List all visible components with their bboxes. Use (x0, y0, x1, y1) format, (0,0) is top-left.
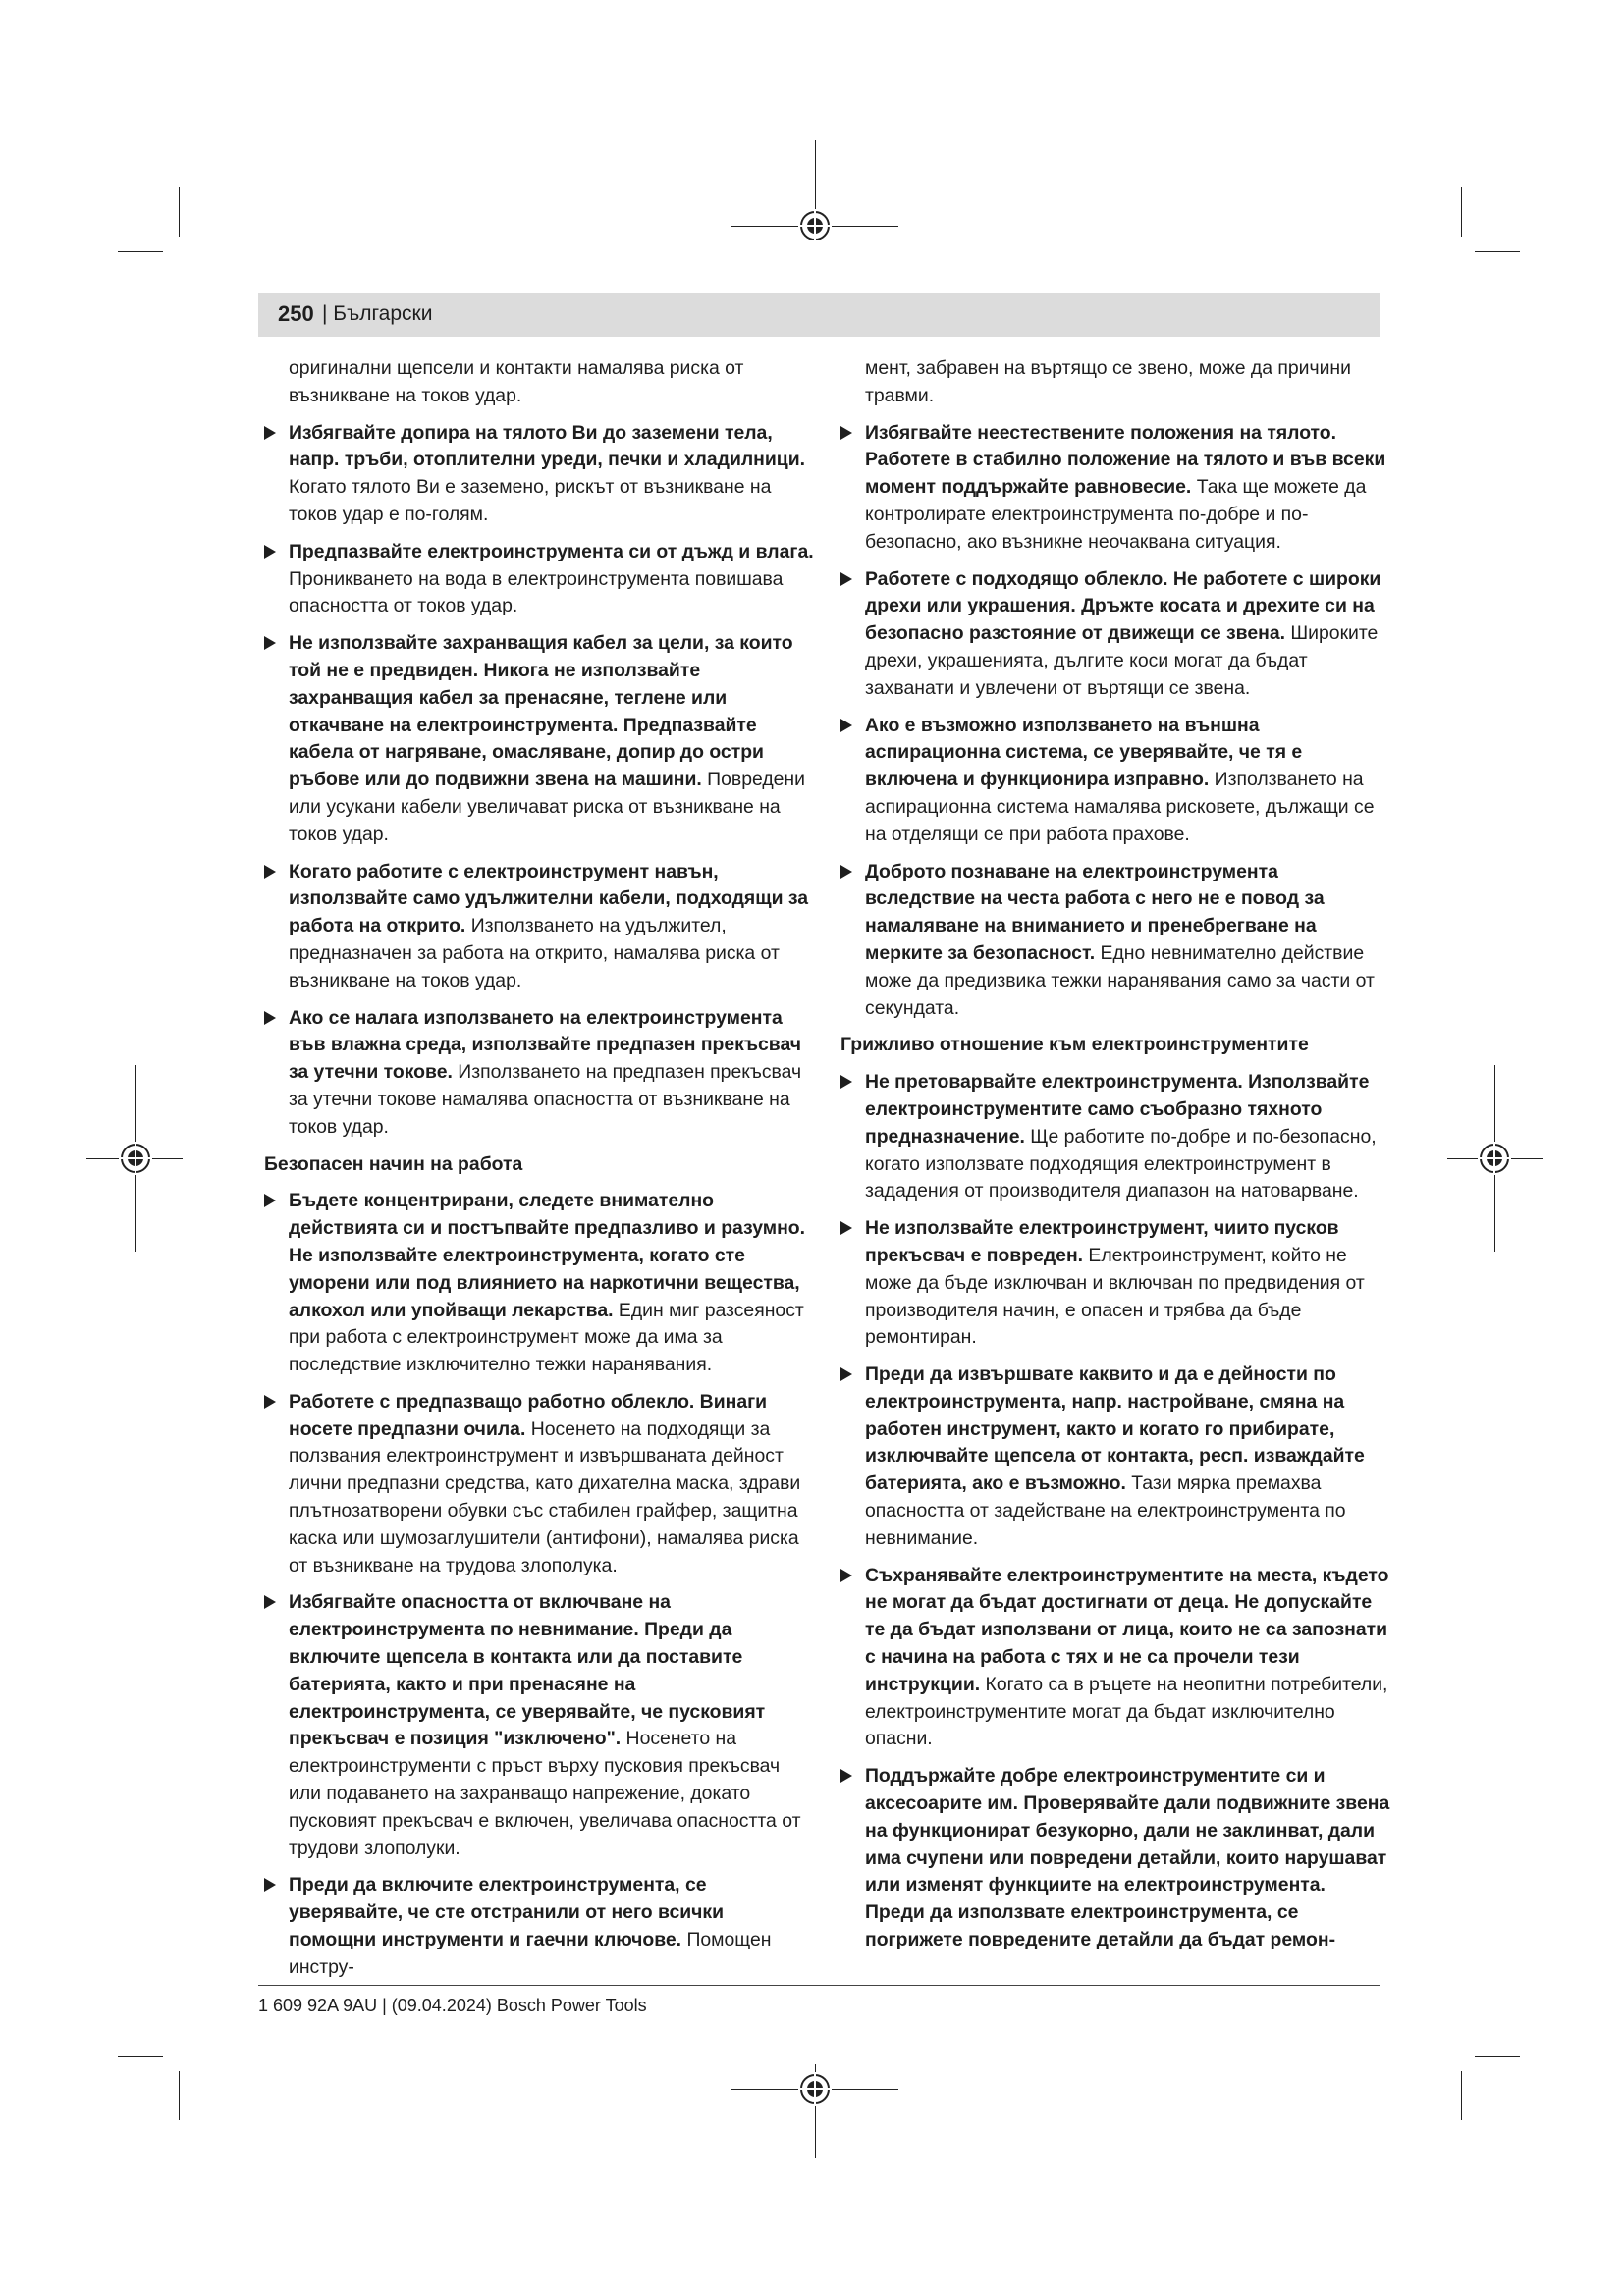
bullet-triangle-icon (840, 1075, 852, 1089)
safety-item (840, 1563, 1390, 1754)
safety-item-bold: Избягвайте допира на тялото Ви до заземени тела, напр. тръби, отоплителни уреди, печки и хладилници. (289, 421, 806, 471)
continuation-text: мент, забравен на въртящо се звено, може да причини травми. (865, 357, 1351, 406)
safety-item-text: Носенето на подходящи за ползвания електроинструмент и извършваната дейност лични предпазни средства, като дихателна маска, здрави плътнозатворени обувки със стабилен грайфер, защитна каска или шумозаглушители (антифони), намалява риска от възникване на трудова злополука. (289, 1417, 801, 1576)
page-footer: 1 609 92A 9AU | (09.04.2024) Bosch Power Tools (258, 1996, 647, 2015)
safety-item-bold: Не използвайте захранващия кабел за цели, за които той не е предвиден. Никога не използвайте захранващия кабел за пренасяне, теглене или откачване на електроинструмента. Предпазвайте кабела от нагряване, омасляване, допир до остри ръбове или до подвижни звена на машини. (289, 632, 793, 791)
safety-item (840, 1069, 1390, 1205)
bullet-triangle-icon (840, 572, 852, 586)
safety-item (264, 1589, 814, 1862)
safety-item-bold: Ако се налага използването на електроинструмента във влажна среда, използвайте предпазен прекъсвач за утечни токове. (289, 1006, 802, 1084)
bullet-triangle-icon (264, 545, 276, 559)
safety-item-bold: Работете с предпазващо работно облекло. Винаги носете предпазни очила. (289, 1390, 768, 1440)
left-items-a (264, 420, 814, 1142)
safety-item-bold: Не претоварвайте електроинструмента. Използвайте електроинструментите само съобразно тяхното предназначение. (865, 1071, 1370, 1148)
safety-item-text: Проникването на вода в електроинструмента повишава опасността от токов удар. (289, 567, 784, 617)
safety-item-text: Електроинструмент, който не може да бъде изключван и включван по предвидения от производителя начин, е опасен и трябва да бъде ремонтиран. (865, 1244, 1365, 1349)
safety-item-bold: Избягвайте неестествените положения на тялото. Работете в стабилно положение на тялото и във всеки момент поддържайте равновесие. (865, 421, 1386, 499)
bullet-triangle-icon (840, 719, 852, 732)
footer-rule (258, 1985, 1380, 1986)
registration-mark-icon (798, 209, 832, 242)
safety-item-text: Носенето на електроинструменти с пръст върху пусковия прекъсвач или подаването на захранващо напрежение, докато пусковият прекъсвач е включен, увеличава опасността от трудови злополуки. (289, 1728, 801, 1859)
safety-item (840, 859, 1390, 1023)
safety-item-text: Помощен инстру- (289, 1929, 772, 1978)
safety-item-bold: Доброто познаване на електроинструмента вследствие на честа работа с него не е повод за намаляване на вниманието и пренебрегване на мерките за безопасност. (865, 860, 1325, 964)
bullet-triangle-icon (840, 1769, 852, 1783)
safety-item-text: Използването на удължител, предназначен за работа на открито, намалява риска от възникване на токов удар. (289, 915, 780, 991)
safety-item (840, 420, 1390, 557)
right-items-a (840, 420, 1390, 1023)
safety-item (840, 1763, 1390, 1954)
safety-item-bold: Бъдете концентрирани, следете внимателно действията си и постъпвайте предпазливо и разумно. Не използвайте електроинструмента, когато сте уморени или под влиянието на наркотични вещества, алкохол или упойващи лекарства. (289, 1190, 806, 1321)
safety-item-bold: Работете с подходящо облекло. Не работете с широки дрехи или украшения. Дръжте косата и дрехите си на безопасно разстояние от движещи се звена. (865, 567, 1381, 645)
crop-mark (1475, 251, 1520, 252)
safety-item-text: Когато тялото Ви е заземено, рискът от възникване на токов удар е по-голям. (289, 476, 772, 525)
safety-item-text: Един миг разсеяност при работа с електроинструмент може да има за последствие изключително тежки наранявания. (289, 1299, 804, 1376)
crop-mark (1475, 2056, 1520, 2057)
safety-item-text: Повредени или усукани кабели увеличават риска от възникване на токов удар. (289, 769, 805, 845)
safety-item-bold: Преди да включите електроинструмента, се уверявайте, че сте отстранили от него всички помощни инструменти и гаечни ключове. (289, 1874, 725, 1951)
right-items-b (840, 1069, 1390, 1954)
safety-item-text: Тази мярка премахва опасността от задействане на електроинструмента по невнимание. (865, 1472, 1346, 1549)
bullet-triangle-icon (264, 1194, 276, 1207)
page-header (258, 293, 1380, 337)
bullet-triangle-icon (840, 426, 852, 440)
safety-item-bold: Не използвайте електроинструмент, чиито пусков прекъсвач е повреден. (865, 1217, 1339, 1266)
left-column (264, 355, 814, 1992)
header-language-label: Български (333, 302, 433, 325)
safety-item (264, 420, 814, 529)
safety-item (840, 713, 1390, 849)
safety-item-text: Когато са в ръцете на неопитни потребители, електроинструментите могат да бъдат изключително опасни. (865, 1673, 1388, 1750)
safety-item-text: Използването на предпазен прекъсвач за утечни токове намалява опасността от възникване на токов удар. (289, 1061, 802, 1138)
bullet-triangle-icon (840, 1367, 852, 1381)
safety-item (840, 1215, 1390, 1352)
continuation-text: оригинални щепсели и контакти намалява риска от възникване на токов удар. (289, 357, 744, 406)
safety-item (264, 630, 814, 848)
bullet-triangle-icon (840, 1569, 852, 1582)
bullet-triangle-icon (264, 636, 276, 650)
crop-mark (1461, 2071, 1462, 2120)
crop-mark (118, 2056, 163, 2057)
safety-item (264, 859, 814, 995)
safety-item-text: Така ще можете да контролирате електроинструмента по-добре и по-безопасно, ако възникне неочаквана ситуация. (865, 476, 1367, 553)
bullet-triangle-icon (264, 1878, 276, 1892)
safety-item-bold: Ако е възможно използването на външна аспирационна система, се уверявайте, че тя е включена и функционира изправно. (865, 714, 1303, 791)
safety-item (264, 1188, 814, 1379)
page-number: 250 (278, 301, 314, 326)
safety-item (264, 539, 814, 620)
bullet-triangle-icon (264, 1011, 276, 1025)
left-items-b (264, 1188, 814, 1981)
safety-item (264, 1005, 814, 1142)
bullet-triangle-icon (264, 426, 276, 440)
section-heading-tool-care: Грижливо отношение към електроинструментите (840, 1034, 1309, 1056)
bullet-triangle-icon (264, 1395, 276, 1409)
bullet-triangle-icon (840, 865, 852, 879)
safety-item-text: Широките дрехи, украшенията, дългите коси могат да бъдат захванати и увлечени от въртящи се звена. (865, 622, 1379, 699)
crop-mark (179, 187, 180, 237)
crop-mark (179, 2071, 180, 2120)
bullet-triangle-icon (264, 1595, 276, 1609)
safety-item-text: Ще работите по-добре и по-безопасно, когато използвате подходящия електроинструмент в зададения от производителя диапазон на натоварване. (865, 1125, 1377, 1202)
safety-item-bold: Когато работите с електроинструмент навън, използвайте само удължителни кабели, подходящи за работа на открито. (289, 860, 809, 937)
header-language: | Български (322, 302, 433, 325)
safety-item-bold: Предпазвайте електроинструмента си от дъжд и влага. (289, 540, 814, 562)
safety-item (840, 1362, 1390, 1553)
safety-item (264, 1872, 814, 1981)
right-column (840, 355, 1390, 1964)
safety-item-bold: Поддържайте добре електроинструментите си и аксесоарите им. Проверявайте дали подвижните звена на функционират безукорно, дали не заклинват, дали има счупени или повредени детайли, които нарушават или изменят функциите на електроинструмента. Преди да използвате електроинструмента, се погрижете повредените детайли да бъдат ремон- (865, 1765, 1390, 1951)
crop-mark (1461, 187, 1462, 237)
registration-mark-icon (798, 2072, 832, 2106)
safety-item (840, 566, 1390, 703)
registration-mark-icon (1478, 1142, 1511, 1175)
safety-item-bold: Преди да извършвате каквито и да е дейности по електроинструмента, напр. настройване, смяна на работен инструмент, както и когато го прибирате, изключвайте щепсела от контакта, респ. изваждайте батерията, ако е възможно. (865, 1363, 1365, 1495)
crop-mark (118, 251, 163, 252)
section-heading-safe-work: Безопасен начин на работа (264, 1152, 523, 1175)
safety-item (264, 1389, 814, 1580)
bullet-triangle-icon (264, 865, 276, 879)
safety-item-text: Едно невнимателно действие може да предизвика тежки наранявания само за части от секундата. (865, 941, 1375, 1019)
safety-item-text: Използването на аспирационна система намалява рисковете, дължащи се на отделящи се при работа прахове. (865, 769, 1375, 845)
safety-item-bold: Съхранявайте електроинструментите на места, където не могат да бъдат достигнати от деца. Не допускайте те да бъдат използвани от лица, които не са запознати с начина на работа с тях и не са прочели тези инструкции. (865, 1564, 1389, 1695)
registration-mark-icon (119, 1142, 152, 1175)
safety-item-bold: Избягвайте опасността от включване на електроинструмента по невнимание. Преди да включите щепсела в контакта или да поставите батерията, както и при пренасяне на електроинструмента, се уверявайте, че пусковият прекъсвач е позиция "изключено". (289, 1591, 766, 1750)
bullet-triangle-icon (840, 1221, 852, 1235)
